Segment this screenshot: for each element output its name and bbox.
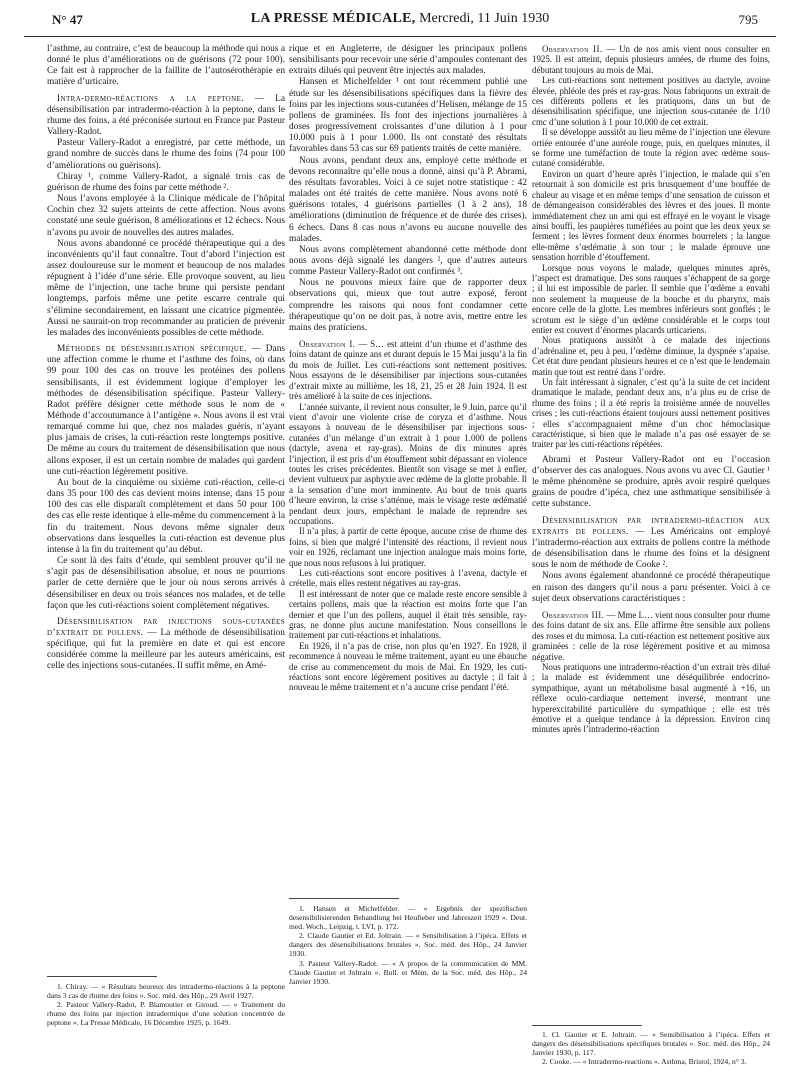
paragraph: Nous l’avons employée à la Clinique médicale de l’hôpital Cochin chez 32 sujets atteints de cette affection. Nous avons constaté une seule guérison, 8 améliorations et 12 échecs. Nous n’avons pu avoir de nouvelles des autres malades. — [47, 194, 285, 238]
paragraph: Chiray ¹, comme Vallery-Radot, a signalé trois cas de guérison de rhume des foins par cette méthode ². — [47, 171, 285, 193]
observation-heading: Observation II. — [542, 44, 603, 54]
paragraph: Ce sont là des faits d’étude, qui semblent prouver qu’il ne s’agit pas de désensibilisation absolue, et nous ne pourrions parler de cette dernière que le jour où nous serons arrivés à désensibiliser en deux ou trois séances nos malades, et de telle façon que les cuti-réactions soient complètement négatives. — [47, 556, 285, 611]
footnote-rule — [532, 1025, 642, 1026]
paragraph: — La méthode de désensibilisation spécifique, qui fut la première en date et qui est encore considérée comme la meilleure par les auteurs américains, est celle des injections sous-cutanées. Il suffit même, en Amé- — [47, 627, 285, 672]
paragraph: Au bout de la cinquième ou sixième cuti-réaction, celle-ci dans 35 pour 100 des cas devient moins intense, dans 15 pour 100 des cas elle disparaît complètement et dans 50 pour 100 des cas elle reste identique à elle-même du commencement à la fin du traitement. Nous devons même signaler deux observations dans lesquelles la cuti-réaction est devenue plus intense à la fin du traitement qu’au début. — [47, 477, 285, 555]
paragraph: — Les Américains ont employé l’intradermo-réaction aux extraits de pollens contre la méthode de désensibilisation dans le rhume des foins et la désignent sous le nom de méthode de Cooke ². — [532, 526, 770, 571]
paragraph: — Un de nos amis vient nous consulter en 1925. Il est atteint, depuis plusieurs années, de rhume des foins, débutant toujours au mois de Mai. — [532, 44, 770, 75]
footnote: 1. Cl. Gautier et E. Joltrain. — « Sensibilisation à l’ipéca. Effets et dangers des désensibilisations spécifiques brutales ». Soc. méd. des Hôp., 24 Janvier 1930, p. 117. — [532, 1030, 770, 1058]
column-1 — [47, 44, 285, 673]
page-header — [24, 8, 776, 37]
page-number: 795 — [738, 12, 758, 27]
paragraph: En 1926, il n’a pas de crise, non plus qu’en 1927. En 1928, il recommence à nouveau le même traitement, ayant eu une ébauche de crise au commencement du mois de Mai. En 1929, les cuti-réactions sont encore légèrement positives au dactyle ; il fait à nouveau le même traitement et n’a aucune crise pendant l’été. — [289, 640, 527, 693]
paragraph: — La désensibilisation par intradermo-réaction à la peptone, dans le rhume des foins, a été préconisée surtout en France par Pasteur Vallery-Radot. — [47, 93, 285, 138]
paragraph: Nous pratiquons aussitôt à ce malade des injections d’adrénaline et, peu à peu, l’œdème diminue, la dyspnée s’apaise. Cet état dure pendant plusieurs heures et ce n’est que le lendemain matin que tout est rentré dans l’ordre. — [532, 335, 770, 377]
paragraph: Abrami et Pasteur Vallery-Radot ont eu l’occasion d’observer des cas analogues. Nous avons vu avec Cl. Gautier ¹ le même phénomène se produire, après avoir respiré quelques grains de poudre d’ipéca, chez une asthmatique sensibilisée à cette substance. — [532, 454, 770, 510]
observation-heading: Observation III. — [542, 609, 605, 620]
observation-heading: Observation I. — [299, 339, 356, 350]
paragraph: Lorsque nous voyons le malade, quelques minutes après, l’aspect est dramatique. Des sons rauques s’échappent de sa gorge ; il lui est impossible de parler. Il semble que l’œdème a envahi non seulement la muqueuse de la bouche et du pharynx, mais encore celle de la glotte. Les membres inférieurs sont gonflés ; le scrotum est le siège d’un œdème considérable et le corps tout entier est couvert d’énormes placards urticariens. — [532, 262, 770, 335]
paragraph: — Mme L… vient nous consulter pour rhume des foins datant de six ans. Elle affirme être sensible aux pollens des roses et du mimosa. La cuti-réaction est nettement positive aux graminées : celle de la rose légèrement positive et au mimosa négative. — [532, 609, 770, 662]
footnotes-col-1 — [47, 982, 285, 1027]
footnote: 2. Pasteur Vallery-Radot, P. Blamoutier et Giroud. — « Traitement du rhume des foins par injection intradermique d’une solution concentrée de peptone ». La Presse Médicale, 16 Décembre 1925, p. 1649. — [47, 1000, 285, 1028]
footnote-rule — [47, 976, 157, 977]
column-3 — [532, 44, 770, 735]
paragraph: Nous avons également abandonné ce procédé thérapeutique en raison des dangers qu’il nous a paru présenter. Voici à ce sujet deux observations caractéristiques : — [532, 571, 770, 604]
paragraph: Il n’a plus, à partir de cette époque, aucune crise de rhume des foins, si bien que malgré l’intensité des réactions, il revient nous voir en 1926, réclamant une injection analogue mais moins forte, que nous nous refusons à lui pratiquer. — [289, 526, 527, 568]
paragraph: Un fait intéressant à signaler, c’est qu’à la suite de cet incident dramatique le malade, pendant deux ans, n’a plus eu de crise de rhume des foins ; il a été repris la troisième année de nouvelles crises ; les cuti-réactions étaient toujours aussi nettement positives ; elles s’accompagnaient même d’un choc hémoclasique caractéristique, si bien que le malade n’a pas osé essayer de se traiter par les cuti-réactions répétées. — [532, 377, 770, 450]
footnote: 1. Hansen et Michelfelder. — « Ergebnis der spezifischen desensibilisierenden Behandlung bei Heufieber und Jahreszeit 1929 ». Deut. med. Woch., Leipzig, t. LVI, p. 172. — [289, 904, 527, 932]
footnote: 3. Pasteur Vallery-Radot. — « A propos de la communication de MM. Claude Gautier et Joltrain ». Bull. et Mém. de la Soc. méd. des Hôp., 24 Janvier 1930. — [289, 958, 527, 986]
paragraph: Les cuti-réactions sont nettement positives au dactyle, avoine élevée, phléole des prés et ray-gras. Nous fabriquons un extrait de ces différents pollens et les pratiquons, dans un but de désensibilisation spécifique, une injection sous-cutanée de 1/10 cmc d’une solution à 1 pour 10.000 de cet extrait. — [532, 75, 770, 127]
section-heading: Désensibilisation par injections sous-cutanées d’extrait de pollens. — [47, 616, 285, 638]
paragraph: Les cuti-réactions sont encore positives à l’avena, dactyle et crételle, mais elles restent négatives au ray-gras. — [289, 568, 527, 589]
issue-number: N° 47 — [52, 12, 83, 27]
issue-date: Mercredi, 11 Juin 1930 — [419, 11, 550, 26]
footnote: 1. Chiray. — « Résultats heureux des intradermo-réactions à la peptone dans 3 cas de rhume des foins ». Soc. méd. des Hôp., 29 Avril 1927. — [47, 982, 285, 1001]
footnote: 2. Claude Gautier et Ed. Joltrain. — « Sensibilisation à l’ipéca. Effets et dangers des désensibilisations brutales ». Soc. méd. des Hôp., 24 Janvier 1930. — [289, 931, 527, 959]
paragraph: — S… est atteint d’un rhume et d’asthme des foins datant de quinze ans et durant depuis le 15 Mai jusqu’à la fin du mois de Juillet. Les cuti-réactions sont nettement positives. Nous essayons de le désensibiliser par injections sous-cutanées d’extrait mixte au millième, les 18, 21, 25 et 28 Juin 1924. Il est très amélioré à la suite de ces injections. — [289, 339, 527, 402]
paragraph: rique et en Angleterre, de désigner les principaux pollens sensibilisants pour recevoir une série d’ampoules contenant des extraits dilués qui peuvent être injectés aux malades. — [289, 44, 527, 77]
paragraph: — Dans une affection comme le rhume et l’asthme des foins, où dans 99 pour 100 des cas on trouve les protéines des pollens sensibilisants, il est évidemment logique d’employer les méthodes de désensibilisation spécifique. Pasteur Vallery-Radot préfère désigner cette méthode sous le nom de « Méthode d’accoutumance à l’antigène ». Nous avons il est vrai remarqué comme lui que, chez nos malades guéris, n’ayant plus jamais de crises, la cuti-réaction reste longtemps positive. De même au cours du traitement de désensibilisation que nous allons exposer, il est un certain nombre de malades qui gardent une cuti-réaction légèrement positive. — [47, 344, 286, 477]
paragraph: l’asthme, au contraire, c’est de beaucoup la méthode qui nous a donné le plus d’améliorations ou de guérisons (72 pour 100). Ce fait est à rapprocher de la faillite de l’autosérothérapie en matière d’urticaire. — [47, 44, 285, 88]
paragraph: Hansen et Michelfelder ¹ ont tout récemment publié une étude sur les désensibilisations spécifiques dans la fièvre des foins par les injections sous-cutanées d’Helisen, mélange de 15 pollens de graminées. Ils font des injections journalières à doses progressivement croissantes d’une dilution à 1 pour 10.000 puis à 1 pour 1.000. Ils ont constaté des résultats favorables dans 53 cas sur 69 patients traités de cette manière. — [289, 77, 527, 155]
paragraph: Nous avons complètement abandonné cette méthode dont nous avons déjà signalé les dangers ², que d’autres auteurs comme Pasteur Vallery-Radot ont confirmés ³. — [289, 244, 527, 278]
footnote-rule — [289, 898, 399, 899]
paragraph: Nous ne pouvons mieux faire que de rapporter deux observations qui, mieux que tout autre exposé, feront comprendre les raisons qui nous font condamner cette thérapeutique qu’on ne doit pas, à notre avis, mettre entre les mains des praticiens. — [289, 278, 527, 333]
paragraph: Nous avons abandonné ce procédé thérapeutique qui a des inconvénients qu’il faut connaître. Tout d’abord l’injection est assez douloureuse sur le moment et beaucoup de nos malades répugnent à l’idée d’une série. Elle provoque souvent, au lieu même de l’injection, une tache brune qui persiste pendant longtemps, parfois même une petite escarre centrale qui s’élimine secondairement, en laissant une cicatrice pigmentée. Aussi ne saurait-on trop recommander au praticien de prévenir les malades des inconvénients possibles de cette méthode. — [47, 238, 285, 338]
paragraph: Il se développe aussitôt au lieu même de l’injection une élevure ortiée entourée d’une auréole rouge, puis, en quelques minutes, il se forme une tuméfaction de toute la région avec œdème sous-cutané considérable. — [532, 127, 770, 169]
footnotes-col-3 — [532, 1030, 770, 1066]
section-heading: Désensibilisation par intradermo-réaction aux extraits de pollens. — [532, 515, 770, 537]
journal-name: LA PRESSE MÉDICALE, — [250, 11, 416, 26]
column-2 — [289, 44, 527, 693]
paragraph: Nous avons, pendant deux ans, employé cette méthode et devons reconnaître qu’elle nous a donné, ainsi qu’à P. Abrami, des résultats favorables. Voici à ce sujet notre statistique : 42 malades ont été traités de cette manière. Nous avons noté 6 guérisons totales, 4 guérisons partielles (1 à 2 ans), 18 améliorations (diminution de fréquence et de durée des crises), 6 échecs. Dans 8 cas nous n’avons eu aucune nouvelle des malades. — [289, 155, 527, 244]
section-heading: Intra-dermo-réactions a la peptone. — [57, 93, 244, 104]
footnote: 2. Cooke. — « Intradermo-reactions ». Asthma, Bristol, 1924, n° 3. — [542, 1057, 747, 1067]
section-heading: Méthodes de désensibilisation spécifique. — [57, 344, 247, 355]
running-title — [24, 11, 776, 27]
paragraph: Pasteur Vallery-Radot a enregistré, par cette méthode, un grand nombre de succès dans le rhume des foins (74 pour 100 d’améliorations ou guérisons). — [47, 138, 285, 171]
paragraph: L’année suivante, il revient nous consulter, le 9 Juin, parce qu’il vient d’avoir une violente crise de coryza et d’asthme. Nous essayons à nouveau de le désensibiliser par injections sous-cutanées d’un mélange d’un extrait à 1 pour 1.000 de pollens (dactyle, avena et ray-gras). Moins de dix minutes après l’injection, il est pris d’un étouffement subit dépassant en violence toutes les crises précédentes. Bientôt son visage se met à enfler, devient vultueux par asphyxie avec œdème de la glotte probable. Il a la sensation d’une mort imminente. Au bout de trois quarts d’heure environ, la crise s’atténue, mais le visage reste œdématié pendant deux jours, empêchant le malade de reprendre ses occupations. — [289, 401, 527, 526]
paragraph: Il est intéressant de noter que ce malade reste encore sensible à certains pollens, mais que la réaction est moins forte que l’an dernier et que l’un des pollens, auquel il était très sensible, ray-gras, ne donne plus aucune manifestation. Nous conseillons le traitement par cuti-réactions et inhalations. — [289, 588, 527, 641]
paragraph: Nous pratiquons une intradermo-réaction d’un extrait très dilué ; la malade est évidemment une déséquilibrée endocrino-sympathique, ayant un métabolisme basal augmenté à +16, un réflexe oculo-cardiaque nettement inversé, montrant une hyperexcitabilité particulière du sympathique ; elle est très émotive et a quelque tendance à la dépression. Environ cinq minutes après l’intradermo-réaction — [532, 661, 770, 735]
footnotes-col-2 — [289, 904, 527, 986]
paragraph: Environ un quart d’heure après l’injection, le malade qui s’en retournait à son domicile est pris brusquement d’une bouffée de chaleur au visage et en même temps d’une sensation de cuisson et de démangeaison considérables des lèvres et des joues. Il monte immédiatement chez un ami qui est effrayé en le voyant le visage ainsi bouffi, les paupières tuméfiées au point que les deux yeux se ferment ; les lèvres forment deux énormes bourrelets ; la langue elle-même s’œdématie à son tour ; le malade éprouve une sensation horrible d’étouffement. — [532, 168, 770, 263]
